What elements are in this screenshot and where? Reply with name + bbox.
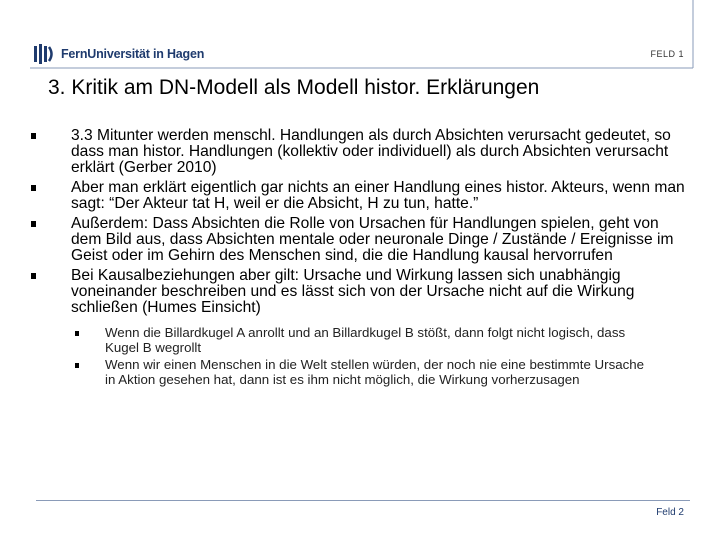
bullet-marker-icon — [30, 216, 71, 264]
bullet-text: Außerdem: Dass Absichten die Rolle von Ursachen für Handlungen spielen, geht von dem Bild aus, dass Absichten mentale oder neuronale Dinge / Zustände / Ereignisse im Geist oder im Gehirn des Menschen sind, die die Handlung kausal hervorrufen — [71, 215, 674, 264]
bullet-item — [30, 128, 690, 176]
header-frame — [0, 0, 720, 80]
sub-bullet-list — [73, 326, 690, 387]
bullet-item — [30, 216, 690, 264]
bullet-marker-icon — [30, 128, 71, 176]
slide-title: 3. Kritik am DN-Modell als Modell histor. Erklärungen — [48, 76, 540, 99]
bullet-item — [30, 180, 690, 212]
sub-bullet-item — [73, 358, 690, 387]
bullet-marker-icon — [30, 268, 71, 316]
bullet-marker-icon — [30, 180, 71, 212]
sub-bullet-marker-icon — [73, 358, 105, 387]
university-logo — [33, 43, 204, 65]
slide-content — [30, 128, 690, 390]
fernuni-logo-icon — [33, 43, 55, 65]
bullet-item — [30, 268, 690, 316]
sub-bullet-item — [73, 326, 690, 355]
sub-bullet-text: Wenn die Billardkugel A anrollt und an Billardkugel B stößt, dann folgt nicht logisch, dass Kugel B wegrollt — [105, 325, 626, 355]
bullet-text: Aber man erklärt eigentlich gar nichts an einer Handlung eines histor. Akteurs, wenn man sagt: “Der Akteur tat H, weil er die Absicht, H zu tun, hatte.” — [71, 179, 685, 212]
feld-label-top: FELD 1 — [650, 49, 684, 59]
sub-bullet-marker-icon — [73, 326, 105, 355]
bullet-text: 3.3 Mitunter werden menschl. Handlungen als durch Absichten verursacht gedeutet, so dass man histor. Handlungen (kollektiv oder individuell) als durch Absichten verursacht erklärt (Gerber 2010) — [71, 127, 671, 176]
footer-divider — [36, 500, 690, 501]
logo-text: FernUniversität in Hagen — [61, 47, 205, 61]
feld-label-bottom: Feld 2 — [656, 507, 684, 518]
sub-bullet-text: Wenn wir einen Menschen in die Welt stellen würden, der noch nie eine bestimmte Ursache in Aktion gesehen hat, dann ist es ihm nicht möglich, die Wirkung vorherzusagen — [105, 357, 645, 387]
bullet-text: Bei Kausalbeziehungen aber gilt: Ursache und Wirkung lassen sich unabhängig voneinander beschreiben und es lässt sich von der Ursache nicht auf die Wirkung schließen (Humes Einsicht) — [71, 267, 635, 316]
